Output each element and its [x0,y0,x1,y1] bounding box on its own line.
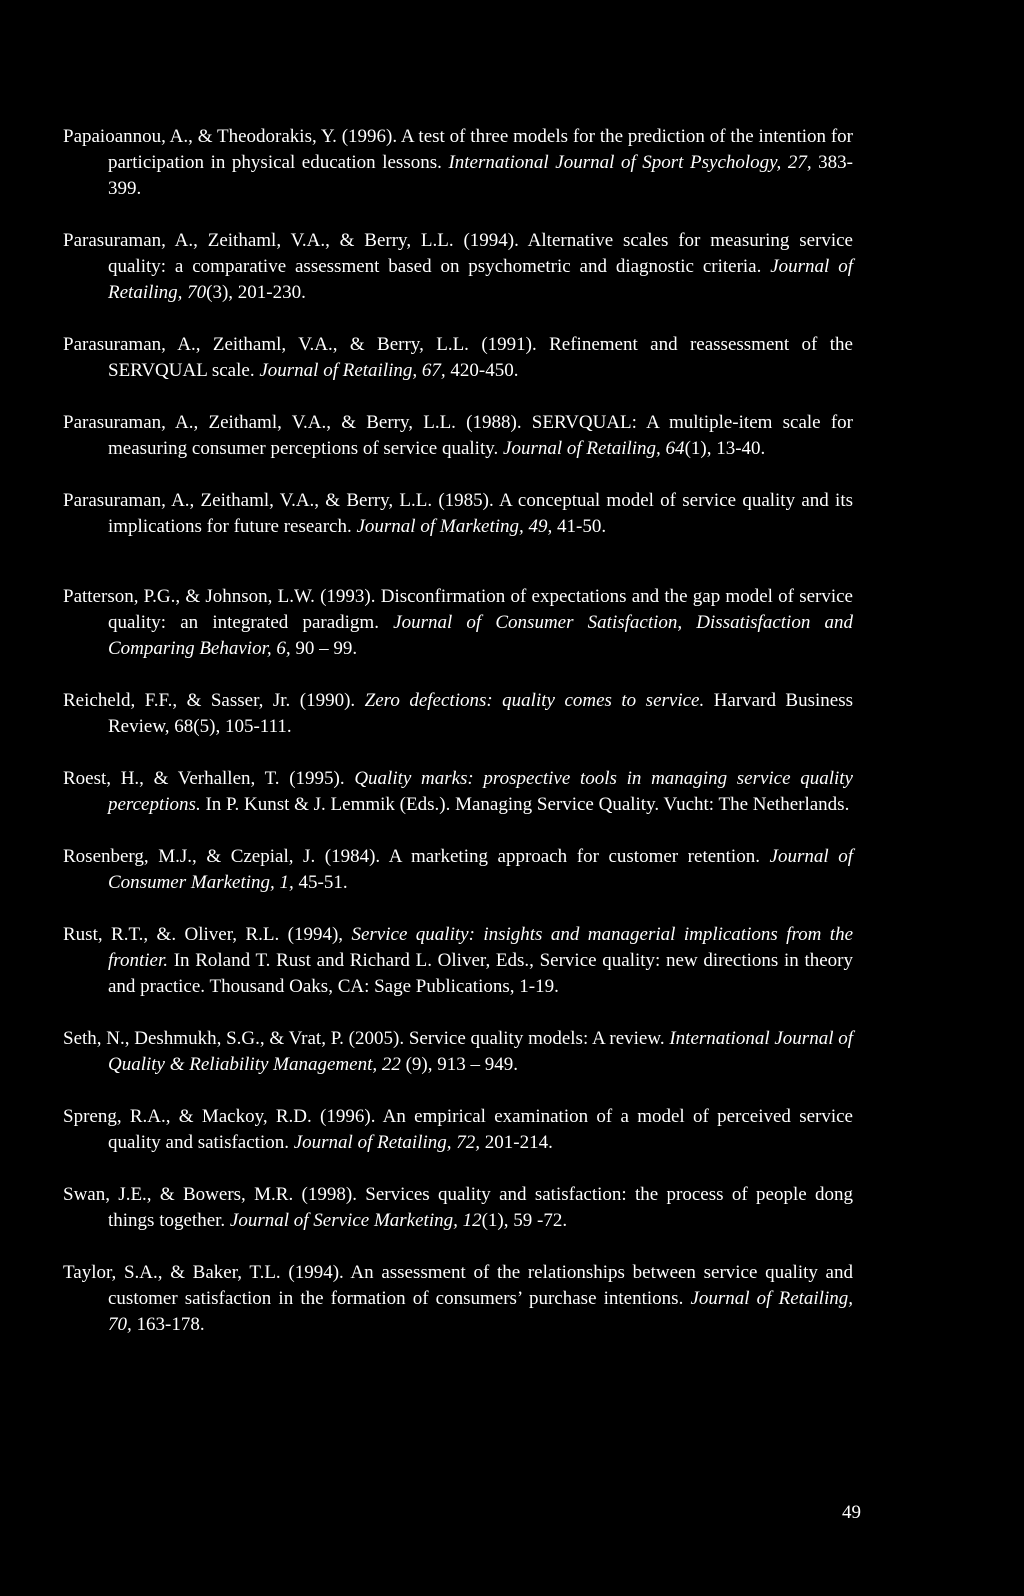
ref-source: Journal of Retailing, 70, [108,1288,853,1335]
ref-text: Patterson, P.G., & Johnson, L.W. (1993). Disconfirmation of expectations and the gap model of service quality: an integrated paradigm. [63,586,853,633]
ref-text: Papaioannou, A., & Theodorakis, Y. (1996). A test of three models for the prediction of the intention for participation in physical education lessons. [63,126,853,173]
ref-text: Rust, R.T., &. Oliver, R.L. (1994), [63,924,352,945]
reference-entry [63,766,853,818]
ref-text: (1), 13-40. [684,438,766,459]
ref-text: Harvard Business Review, 68(5), 105-111. [108,690,853,737]
ref-source: Journal of Retailing, 64 [503,438,685,459]
ref-source: Quality marks: prospective tools in managing service quality perceptions. [108,768,853,815]
reference-entry [63,922,853,1000]
reference-entry [63,124,853,202]
ref-text: Roest, H., & Verhallen, T. (1995). [63,768,355,789]
ref-text: Parasuraman, A., Zeithaml, V.A., & Berry, L.L. (1988). SERVQUAL: A multiple-item scale for measuring consumer perceptions of service quality. [63,412,853,459]
ref-text: Seth, N., Deshmukh, S.G., & Vrat, P. (2005). Service quality models: A review. [63,1028,670,1049]
ref-text: (3), 201-230. [206,282,306,303]
ref-text: In Roland T. Rust and Richard L. Oliver, Eds., Service quality: new directions in theory and practice. Thousand Oaks, CA: Sage Publications, 1-19. [108,950,853,997]
ref-text: (9), 913 – 949. [400,1054,519,1075]
reference-list [63,124,853,1338]
ref-text: 420-450. [445,360,519,381]
ref-source: International Journal of Sport Psychology, 27, [448,152,812,173]
ref-source: Journal of Consumer Marketing, 1, [108,846,854,893]
reference-entry [63,1026,853,1078]
ref-text: Reicheld, F.F., & Sasser, Jr. (1990). [63,690,365,711]
ref-source: Service quality: insights and managerial implications from the frontier. [108,924,853,971]
ref-text: Parasuraman, A., Zeithaml, V.A., & Berry, L.L. (1994). Alternative scales for measuring service quality: a comparative assessment based on psychometric and diagnostic criteria. [63,230,853,277]
ref-source: Journal of Marketing, 49, [356,516,553,537]
reference-entry [63,1104,853,1156]
ref-text: 163-178. [131,1314,205,1335]
ref-source: Zero defections: quality comes to service. [364,690,705,711]
ref-text: Swan, J.E., & Bowers, M.R. (1998). Services quality and satisfaction: the process of people dong things together. [63,1184,853,1231]
reference-entry [63,1182,853,1234]
ref-source: Journal of Consumer Satisfaction, Dissatisfaction and Comparing Behavior, 6, [108,612,853,659]
reference-entry [63,584,853,662]
ref-source: Journal of Service Marketing, 12 [229,1210,482,1231]
ref-text: (1), 59 -72. [481,1210,568,1231]
ref-source: Journal of Retailing, 70 [108,256,853,303]
ref-text: Parasuraman, A., Zeithaml, V.A., & Berry, L.L. (1985). A conceptual model of service quality and its implications for future research. [63,490,853,537]
ref-text: 45-51. [293,872,348,893]
reference-entry [63,488,853,540]
reference-entry [63,844,853,896]
ref-text: In P. Kunst & J. Lemmik (Eds.). Managing Service Quality. Vucht: The Netherlands. [200,794,850,815]
ref-text: 201-214. [480,1132,553,1153]
reference-entry [63,688,853,740]
ref-text: Taylor, S.A., & Baker, T.L. (1994). An assessment of the relationships between service quality and customer satisfaction in the formation of consumers’ purchase intentions. [63,1262,853,1309]
ref-text: 90 – 99. [290,638,358,659]
reference-entry [63,332,853,384]
ref-source: Journal of Retailing, 67, [259,360,446,381]
ref-text: 41-50. [552,516,607,537]
ref-source: International Journal of Quality & Reliability Management, 22 [108,1028,854,1075]
ref-text: Rosenberg, M.J., & Czepial, J. (1984). A marketing approach for customer retention. [63,846,770,867]
reference-entry [63,410,853,462]
page-number: 49 [842,1502,861,1523]
reference-entry [63,228,853,306]
ref-text: Parasuraman, A., Zeithaml, V.A., & Berry, L.L. (1991). Refinement and reassessment of the SERVQUAL scale. [63,334,853,381]
ref-text: Spreng, R.A., & Mackoy, R.D. (1996). An empirical examination of a model of perceived service quality and satisfaction. [63,1106,853,1153]
reference-entry [63,1260,853,1338]
ref-source: Journal of Retailing, 72, [293,1132,481,1153]
ref-text: 383-399. [108,152,853,199]
